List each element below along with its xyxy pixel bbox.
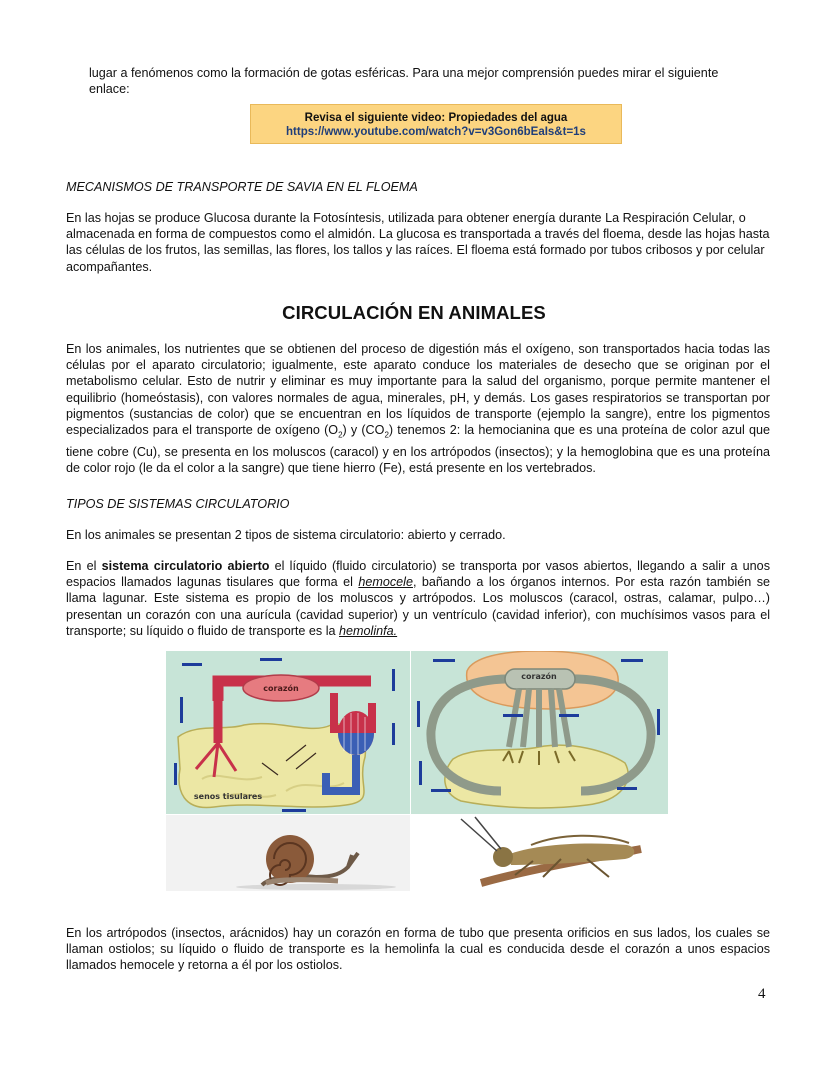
intro-line-2: enlace:	[89, 82, 130, 96]
abierto-text-3: , bañando a los órganos internos. Por esta razón también se llama lagunar. Este sistema es propio de los moluscos y artrópodos. Los moluscos (caracol, ostras, calamar, pulpo…) presentan un corazón con una aurícula (cavidad superior) y un ventrículo (cavidad inferior), con muchísimos vasos para el transporte; su líquido o fluido de transporte es la	[66, 575, 770, 638]
tipos-heading: TIPOS DE SISTEMAS CIRCULATORIO	[66, 497, 290, 511]
sinus-label: senos tisulares	[193, 792, 263, 801]
video-link-box[interactable]	[250, 104, 622, 144]
abierto-text-1: En el	[66, 559, 102, 573]
abierto-paragraph	[66, 558, 770, 639]
page-title: CIRCULACIÓN EN ANIMALES	[282, 302, 546, 323]
mollusc-circulation-diagram	[166, 651, 410, 814]
hemocele-term: hemocele	[358, 575, 413, 590]
animals-text-1: En los animales, los nutrientes que se obtienen del proceso de digestión más el oxígeno, son transportados hacia todas las células por el aparato circulatorio; igualmente, este aparato conduce los materiales de desecho que se originan por el metabolismo celular. Esto de nutrir y eliminar es muy importante para la salud del organismo, porque permite mantener el equilibrio (homeóstasis), con valores normales de agua, minerales, pH, y demás. Los gases respiratorios se transportan por pigmentos (sustancias de color) que se encuentran en los líquidos de transporte (ejemplo la sangre), entre los pigmentos especializados para el transporte de oxígeno (O	[66, 342, 770, 438]
abierto-term: sistema circulatorio abierto	[101, 559, 270, 573]
heart-label: corazón	[263, 684, 299, 693]
hemolinfa-term: hemolinfa.	[339, 623, 398, 638]
heart-label-right: corazón	[521, 672, 557, 681]
intro-line-1: lugar a fenómenos como la formación de gotas esféricas. Para una mejor comprensión puedes mirar el siguiente	[89, 66, 719, 80]
snail-image	[166, 815, 410, 891]
animals-paragraph	[66, 341, 770, 476]
artropodos-paragraph: En los artrópodos (insectos, arácnidos) hay un corazón en forma de tubo que presenta orificios en sus lados, los cuales se llaman ostiolos; su líquido o fluido de transporte es la hemolinfa la cual es conducida desde el corazón a unos espacios llamados hemocele y retorna a él por los ostiolos.	[66, 926, 770, 973]
arthropod-circulation-diagram	[411, 651, 668, 814]
animals-text-2: ) y (CO	[342, 423, 385, 438]
grasshopper-image	[411, 815, 668, 891]
animals-text-3: ) tenemos 2: la hemocianina que es una proteína de color azul que tiene cobre (Cu), se presenta en los moluscos (caracol) y en los artrópodos (insectos); y la hemoglobina que es una proteína de color rojo (le da el color a la sangre) que tiene hierro (Fe), está presente en los vertebrados.	[66, 423, 770, 475]
page-number: 4	[758, 986, 766, 1002]
video-link-url[interactable]: https://www.youtube.com/watch?v=v3Gon6bEaIs&t=1s	[286, 126, 586, 138]
floema-heading: MECANISMOS DE TRANSPORTE DE SAVIA EN EL FLOEMA	[66, 180, 418, 194]
abierto-text-2: el líquido (fluido circulatorio) se transporta por vasos abiertos, llegando a salir a unos espacios llamados lagunas tisulares que forma el	[66, 559, 770, 590]
co2-subscript: 2	[384, 430, 389, 440]
o2-subscript: 2	[338, 430, 343, 440]
floema-paragraph: En las hojas se produce Glucosa durante la Fotosíntesis, utilizada para obtener energía durante La Respiración Celular, o almacenada en forma de compuestos como el almidón. La glucosa es transportada a través del floema, desde las hojas hasta las células de los frutos, las semillas, las flores, los tallos y las raíces. El floema está formado por tubos cribosos y por celular acompañantes.	[66, 211, 770, 274]
video-link-title: Revisa el siguiente video: Propiedades del agua	[304, 112, 568, 124]
tipos-paragraph: En los animales se presentan 2 tipos de sistema circulatorio: abierto y cerrado.	[66, 528, 506, 542]
